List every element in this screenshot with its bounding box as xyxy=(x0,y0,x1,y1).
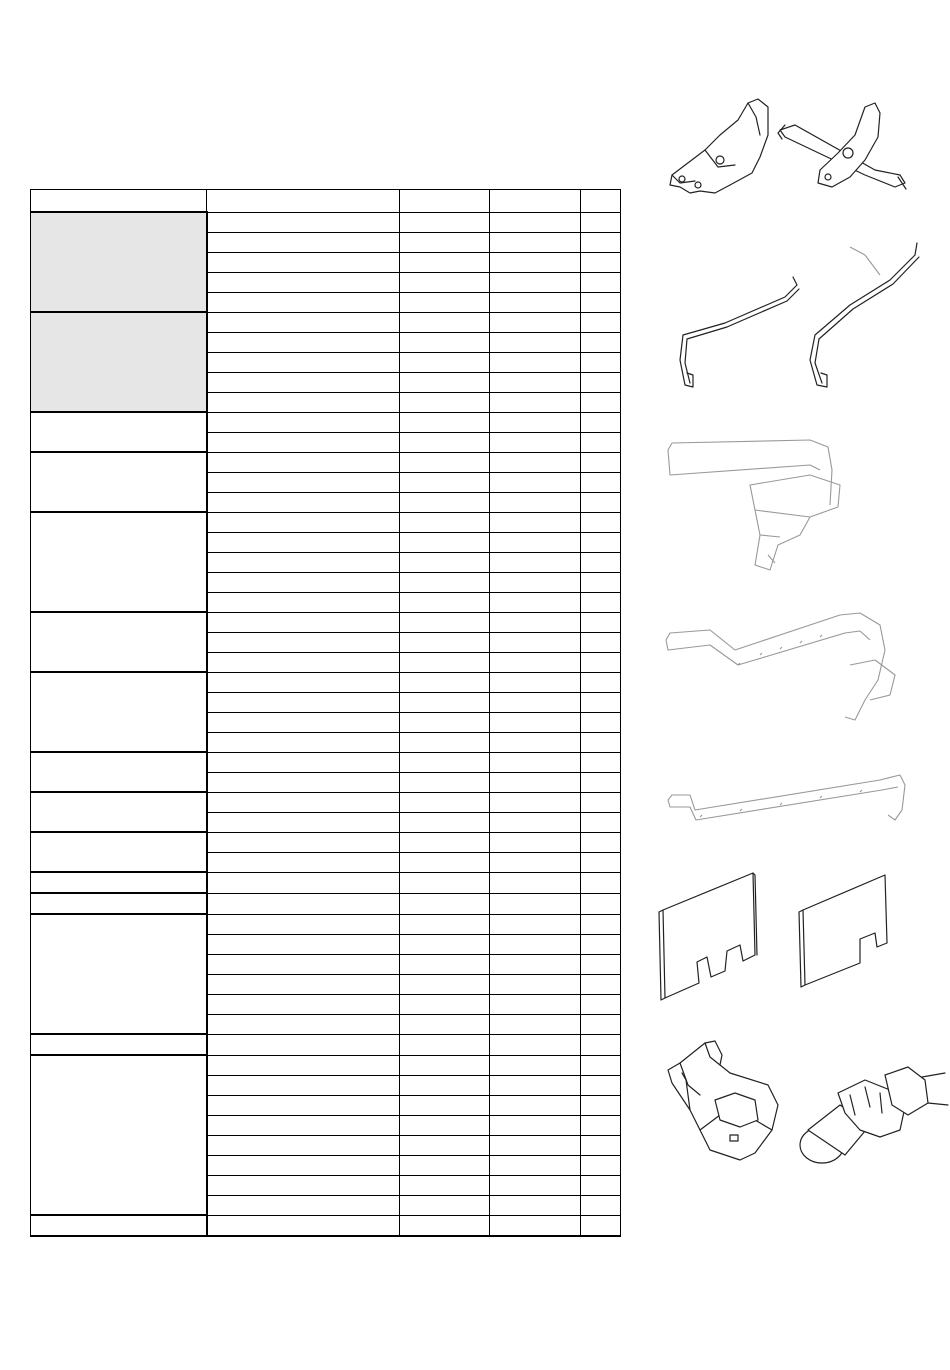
table-cell xyxy=(399,1135,489,1155)
table-cell xyxy=(399,1195,489,1215)
table-cell xyxy=(580,212,620,232)
table-cell xyxy=(207,632,399,652)
table-cell xyxy=(399,692,489,712)
table-cell xyxy=(399,632,489,652)
table-cell xyxy=(580,712,620,732)
table-cell xyxy=(399,672,489,692)
table-cell xyxy=(489,712,580,732)
table-cell xyxy=(580,652,620,672)
table-cell xyxy=(580,852,620,872)
table-cell xyxy=(207,914,399,934)
table-cell xyxy=(207,512,399,532)
table-row xyxy=(31,792,621,812)
table-cell xyxy=(580,994,620,1014)
group-label-cell xyxy=(31,752,207,792)
table-cell xyxy=(489,1155,580,1175)
table-cell xyxy=(580,954,620,974)
illustration-notched-plates xyxy=(655,865,900,1010)
table-cell xyxy=(580,792,620,812)
table-cell xyxy=(580,252,620,272)
header-cell xyxy=(489,190,580,213)
table-cell xyxy=(489,1115,580,1135)
table-cell xyxy=(207,232,399,252)
table-cell xyxy=(207,712,399,732)
table-cell xyxy=(207,352,399,372)
table-cell xyxy=(399,452,489,472)
table-cell xyxy=(489,292,580,312)
table-cell xyxy=(580,872,620,893)
table-cell xyxy=(489,392,580,412)
table-cell xyxy=(399,472,489,492)
table-cell xyxy=(207,1215,399,1236)
header-cell xyxy=(31,190,207,213)
table-cell xyxy=(207,292,399,312)
table-cell xyxy=(207,1055,399,1075)
table-cell xyxy=(489,852,580,872)
table-cell xyxy=(399,232,489,252)
table-row xyxy=(31,512,621,532)
table-cell xyxy=(580,572,620,592)
table-cell xyxy=(580,392,620,412)
table-cell xyxy=(580,232,620,252)
table-cell xyxy=(207,852,399,872)
table-cell xyxy=(489,1075,580,1095)
table-cell xyxy=(580,592,620,612)
table-cell xyxy=(399,652,489,672)
table-cell xyxy=(207,592,399,612)
table-cell xyxy=(580,772,620,792)
channel-bracket-icon xyxy=(660,605,915,725)
table-cell xyxy=(489,492,580,512)
table-cell xyxy=(580,732,620,752)
table-cell xyxy=(399,893,489,914)
table-cell xyxy=(489,412,580,432)
table-header-row xyxy=(31,190,621,213)
table-cell xyxy=(580,332,620,352)
group-label-cell xyxy=(31,312,207,412)
table-cell xyxy=(580,372,620,392)
group-label-cell xyxy=(31,212,207,312)
table-cell xyxy=(489,772,580,792)
table-cell xyxy=(580,1115,620,1135)
table-cell xyxy=(580,512,620,532)
table-row xyxy=(31,672,621,692)
table-cell xyxy=(207,692,399,712)
group-label-cell xyxy=(31,1215,207,1236)
table-cell xyxy=(207,832,399,852)
swing-arm-bracket-icon xyxy=(660,95,930,205)
table-cell xyxy=(580,472,620,492)
table-cell xyxy=(207,552,399,572)
table-cell xyxy=(207,732,399,752)
table-cell xyxy=(399,832,489,852)
table-cell xyxy=(489,1175,580,1195)
table-cell xyxy=(399,1215,489,1236)
table-cell xyxy=(207,652,399,672)
table-cell xyxy=(207,954,399,974)
illustration-wire-hangers xyxy=(665,235,930,400)
table-cell xyxy=(207,1034,399,1055)
table-cell xyxy=(580,552,620,572)
table-cell xyxy=(580,832,620,852)
table-cell xyxy=(207,812,399,832)
table-cell xyxy=(399,212,489,232)
table-cell xyxy=(489,893,580,914)
table-cell xyxy=(489,1095,580,1115)
illustration-flat-rail xyxy=(660,765,915,835)
table-row xyxy=(31,1055,621,1075)
group-label-cell xyxy=(31,512,207,612)
table-cell xyxy=(399,812,489,832)
group-label-cell xyxy=(31,1034,207,1055)
illustration-l-bracket xyxy=(660,425,860,575)
table-cell xyxy=(399,1115,489,1135)
table-cell xyxy=(489,732,580,752)
table-cell xyxy=(207,492,399,512)
illustration-swing-arm-brackets xyxy=(660,95,930,205)
table-row xyxy=(31,612,621,632)
table-row xyxy=(31,893,621,914)
table-cell xyxy=(580,893,620,914)
table-cell xyxy=(399,732,489,752)
table-cell xyxy=(489,532,580,552)
header-cell xyxy=(580,190,620,213)
table-cell xyxy=(207,974,399,994)
table-cell xyxy=(580,272,620,292)
table-cell xyxy=(399,1155,489,1175)
table-cell xyxy=(580,1055,620,1075)
table-cell xyxy=(580,432,620,452)
l-bracket-icon xyxy=(660,425,860,575)
table-cell xyxy=(489,212,580,232)
table-cell xyxy=(489,312,580,332)
table-cell xyxy=(489,592,580,612)
parts-table-body xyxy=(31,212,621,1236)
header-cell xyxy=(207,190,399,213)
table-cell xyxy=(580,692,620,712)
table-cell xyxy=(207,212,399,232)
table-cell xyxy=(580,612,620,632)
table-cell xyxy=(399,1095,489,1115)
table-cell xyxy=(207,252,399,272)
table-cell xyxy=(207,332,399,352)
group-label-cell xyxy=(31,452,207,512)
group-label-cell xyxy=(31,412,207,452)
wire-hanger-icon xyxy=(665,235,930,400)
table-cell xyxy=(399,272,489,292)
table-cell xyxy=(399,974,489,994)
table-cell xyxy=(489,452,580,472)
group-label-cell xyxy=(31,832,207,872)
table-cell xyxy=(399,914,489,934)
table-cell xyxy=(399,292,489,312)
table-cell xyxy=(207,312,399,332)
table-cell xyxy=(580,412,620,432)
table-cell xyxy=(489,1034,580,1055)
table-cell xyxy=(580,1095,620,1115)
group-label-cell xyxy=(31,612,207,672)
table-cell xyxy=(489,552,580,572)
table-cell xyxy=(580,672,620,692)
table-cell xyxy=(489,974,580,994)
table-cell xyxy=(580,1155,620,1175)
table-cell xyxy=(580,934,620,954)
table-cell xyxy=(207,1014,399,1034)
table-row xyxy=(31,1215,621,1236)
table-cell xyxy=(207,672,399,692)
table-cell xyxy=(489,352,580,372)
table-row xyxy=(31,452,621,472)
table-cell xyxy=(489,572,580,592)
table-cell xyxy=(580,312,620,332)
table-cell xyxy=(580,1215,620,1236)
table-cell xyxy=(399,332,489,352)
clip-bolt-icon xyxy=(660,1035,950,1170)
table-cell xyxy=(489,832,580,852)
table-cell xyxy=(580,914,620,934)
table-cell xyxy=(580,752,620,772)
table-cell xyxy=(489,914,580,934)
table-row xyxy=(31,212,621,232)
table-cell xyxy=(489,432,580,452)
table-cell xyxy=(580,352,620,372)
table-cell xyxy=(580,812,620,832)
table-cell xyxy=(399,994,489,1014)
table-cell xyxy=(489,994,580,1014)
table-cell xyxy=(580,1195,620,1215)
table-cell xyxy=(489,1014,580,1034)
table-cell xyxy=(207,1135,399,1155)
table-cell xyxy=(489,812,580,832)
table-row xyxy=(31,872,621,893)
table-cell xyxy=(489,372,580,392)
table-cell xyxy=(207,1095,399,1115)
table-cell xyxy=(489,272,580,292)
table-cell xyxy=(399,954,489,974)
flat-rail-icon xyxy=(660,765,915,835)
table-cell xyxy=(207,412,399,432)
table-row xyxy=(31,914,621,934)
table-row xyxy=(31,1034,621,1055)
table-cell xyxy=(399,752,489,772)
table-cell xyxy=(399,772,489,792)
table-cell xyxy=(580,1075,620,1095)
table-row xyxy=(31,312,621,332)
group-label-cell xyxy=(31,672,207,752)
table-cell xyxy=(489,472,580,492)
table-cell xyxy=(580,974,620,994)
table-cell xyxy=(580,1034,620,1055)
table-cell xyxy=(399,612,489,632)
table-cell xyxy=(580,292,620,312)
table-cell xyxy=(207,1075,399,1095)
table-cell xyxy=(580,1175,620,1195)
table-cell xyxy=(489,872,580,893)
table-cell xyxy=(399,792,489,812)
table-cell xyxy=(580,492,620,512)
table-cell xyxy=(207,532,399,552)
table-cell xyxy=(489,934,580,954)
table-cell xyxy=(399,512,489,532)
group-label-cell xyxy=(31,1055,207,1215)
table-cell xyxy=(489,652,580,672)
table-cell xyxy=(580,632,620,652)
table-row xyxy=(31,412,621,432)
table-cell xyxy=(207,772,399,792)
table-cell xyxy=(207,893,399,914)
table-cell xyxy=(489,632,580,652)
table-cell xyxy=(489,1135,580,1155)
table-cell xyxy=(399,572,489,592)
table-cell xyxy=(489,672,580,692)
table-cell xyxy=(580,1014,620,1034)
table-cell xyxy=(207,1115,399,1135)
table-cell xyxy=(399,592,489,612)
table-cell xyxy=(399,852,489,872)
table-cell xyxy=(399,392,489,412)
header-cell xyxy=(399,190,489,213)
table-cell xyxy=(399,312,489,332)
table-cell xyxy=(580,532,620,552)
table-cell xyxy=(399,934,489,954)
table-cell xyxy=(399,1175,489,1195)
table-cell xyxy=(207,1195,399,1215)
table-cell xyxy=(207,1175,399,1195)
table-cell xyxy=(489,252,580,272)
table-cell xyxy=(489,752,580,772)
table-cell xyxy=(489,612,580,632)
table-cell xyxy=(399,432,489,452)
notched-plate-icon xyxy=(655,865,900,1010)
table-cell xyxy=(489,1215,580,1236)
table-row xyxy=(31,832,621,852)
table-cell xyxy=(580,452,620,472)
table-cell xyxy=(489,232,580,252)
table-cell xyxy=(207,752,399,772)
table-cell xyxy=(207,372,399,392)
table-cell xyxy=(207,472,399,492)
table-cell xyxy=(207,994,399,1014)
group-label-cell xyxy=(31,792,207,832)
group-label-cell xyxy=(31,914,207,1034)
table-cell xyxy=(207,934,399,954)
table-cell xyxy=(399,712,489,732)
table-cell xyxy=(399,412,489,432)
illustration-clip-and-bolt xyxy=(660,1035,950,1170)
table-cell xyxy=(207,432,399,452)
table-cell xyxy=(489,954,580,974)
table-cell xyxy=(207,872,399,893)
table-cell xyxy=(207,792,399,812)
table-cell xyxy=(207,1155,399,1175)
illustration-channel-bracket xyxy=(660,605,915,725)
table-cell xyxy=(399,872,489,893)
table-cell xyxy=(489,332,580,352)
table-cell xyxy=(207,612,399,632)
table-cell xyxy=(489,792,580,812)
table-cell xyxy=(489,692,580,712)
parts-table xyxy=(30,189,621,1237)
group-label-cell xyxy=(31,893,207,914)
table-cell xyxy=(489,1195,580,1215)
group-label-cell xyxy=(31,872,207,893)
table-cell xyxy=(399,1034,489,1055)
table-cell xyxy=(399,252,489,272)
table-cell xyxy=(399,1055,489,1075)
table-cell xyxy=(580,1135,620,1155)
table-cell xyxy=(399,492,489,512)
table-cell xyxy=(489,1055,580,1075)
table-cell xyxy=(489,512,580,532)
table-row xyxy=(31,752,621,772)
table-cell xyxy=(399,1014,489,1034)
table-cell xyxy=(207,572,399,592)
table-cell xyxy=(399,372,489,392)
table-cell xyxy=(399,552,489,572)
table-cell xyxy=(207,392,399,412)
table-cell xyxy=(399,532,489,552)
table-cell xyxy=(399,1075,489,1095)
table-cell xyxy=(399,352,489,372)
table-cell xyxy=(207,452,399,472)
table-cell xyxy=(207,272,399,292)
